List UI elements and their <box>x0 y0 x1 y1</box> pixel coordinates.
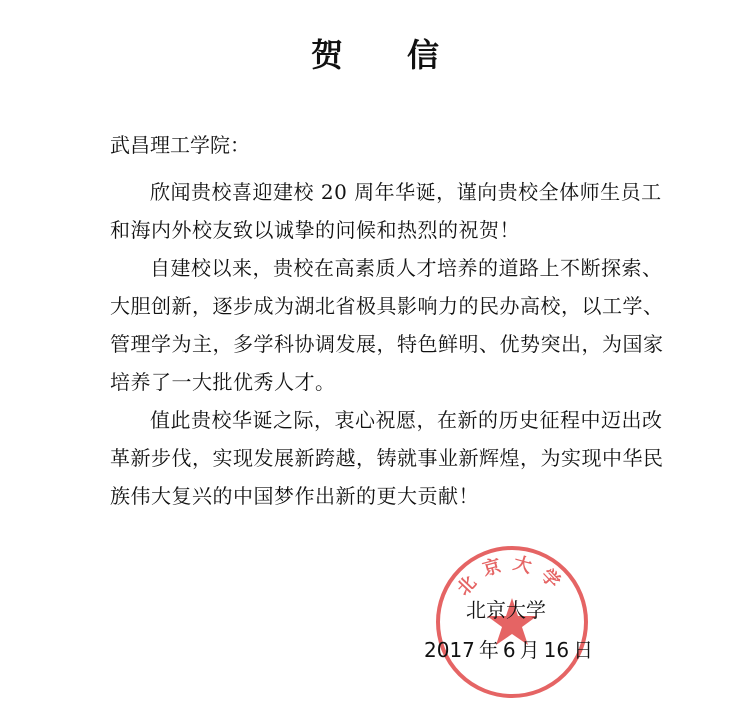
title-char-1: 贺 <box>310 36 345 74</box>
date-year: 2017 <box>424 638 475 662</box>
date-year-unit: 年 <box>478 638 499 662</box>
paragraph-2: 自建校以来，贵校在高素质人才培养的道路上不断探索、大胆创新，逐步成为湖北省极具影响力的民办高校，以工学、管理学为主，多学科协调发展，特色鲜明、优势突出，为国家培养了一大批优秀人才。 <box>110 256 664 394</box>
paragraph-1: 欣闻贵校喜迎建校 20 周年华诞，谨向贵校全体师生员工和海内外校友致以诚挚的问候和热烈的祝贺！ <box>110 180 662 242</box>
letter-body <box>110 173 670 515</box>
date-day: 16 <box>543 638 570 662</box>
paragraph-3: 值此贵校华诞之际，衷心祝愿，在新的历史征程中迈出改革新步伐，实现发展新跨越，铸就事业新辉煌，为实现中华民族伟大复兴的中国梦作出新的更大贡献！ <box>110 408 664 508</box>
date-month: 6 <box>502 638 516 662</box>
date-day-unit: 日 <box>573 638 594 662</box>
seal-text: 北京大学 <box>453 552 571 600</box>
title-char-2: 信 <box>407 36 442 74</box>
letter-title <box>0 30 752 76</box>
signature-org: 北京大学 <box>466 598 546 622</box>
date-month-unit: 月 <box>519 638 540 662</box>
signature-date <box>424 637 593 663</box>
salutation: 武昌理工学院： <box>110 133 250 157</box>
signature-block <box>424 552 634 702</box>
